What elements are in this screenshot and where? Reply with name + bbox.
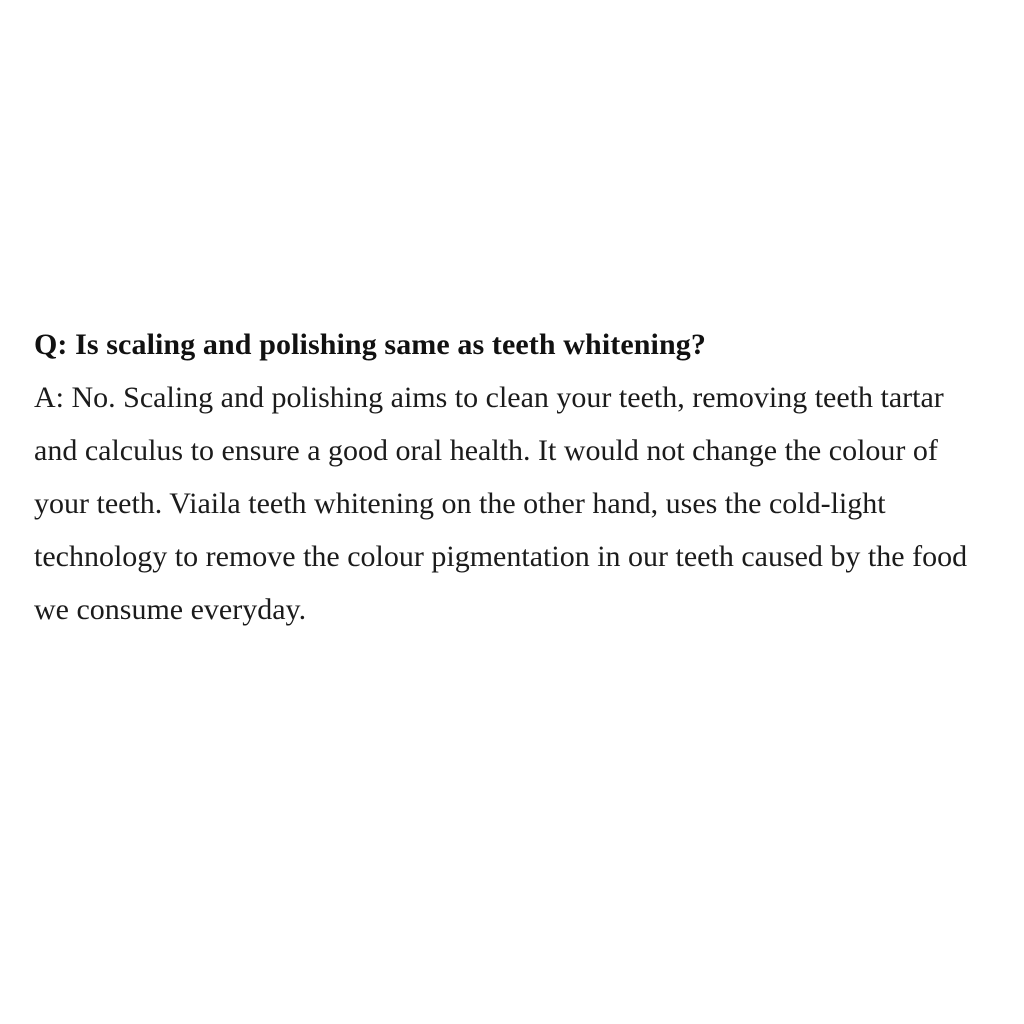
faq-question: Q: Is scaling and polishing same as teeth whitening? [34, 328, 706, 361]
faq-answer: A: No. Scaling and polishing aims to clean your teeth, removing teeth tartar and calculus to ensure a good oral health. It would not change the colour of your teeth. Viaila teeth whitening on the other hand, uses the cold-light technology to remove the colour pigmentation in our teeth caused by the food we consume everyday. [34, 381, 968, 626]
faq-block [34, 318, 994, 636]
